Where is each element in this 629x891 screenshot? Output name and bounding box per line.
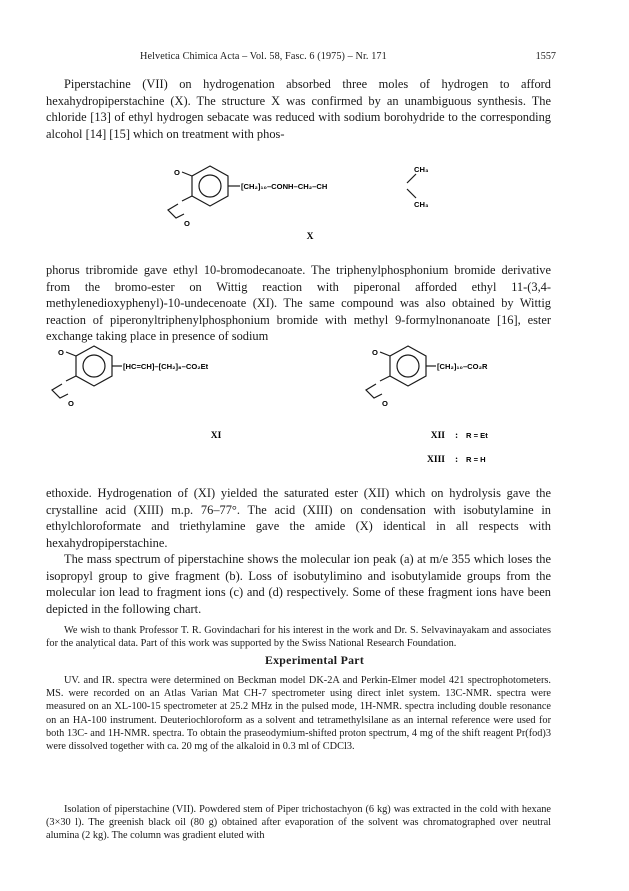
experimental-instruments: UV. and IR. spectra were determined on Beckman model DK-2A and Perkin-Elmer model 421 spectrophotometers. MS. were recorded on an Atlas Varian Mat CH-7 spectrometer using direct inlet system. 13C-NMR. spectra were measured on an XL-100-15 spectrometer at 25.2 MHz in the pulsed mode, 1H-NMR. spectra including double resonance on an HA-100 instrument. Deuteriochloroform as a solvent and tetramethylsilane as an internal reference were used for both 13C- and 1H-NMR. spectra. To obtain the praseodymium-shifted proton spectrum, 4 mg of the shift reagent Pr(fod)3 were dissolved together with ca. 20 mg of the alkaloid in 0.3 ml of CDCl3. — [46, 675, 551, 753]
paragraph-synthesis: phorus tribromide gave ethyl 10-bromodecanoate. The triphenylphosphonium bromide derivative from the bromo-ester on Wittig reaction with piperonal afforded ethyl 11-(3,4-methylenedioxyphenyl)-10-undecenoate (XI). The same compound was also obtained by Wittig reaction of piperonyltriphenylphosphonium bromide with methyl 9-formylnonanoate [16], ester exchange taking place in presence of sodium — [46, 263, 551, 344]
compound-label-xi: XI — [210, 431, 222, 441]
side-chain-formula: [CH₂]₁₀–CONH–CH₂–CH — [241, 182, 328, 191]
methyl-group-label: CH₃ — [414, 200, 429, 209]
running-title: Helvetica Chimica Acta – Vol. 58, Fasc. 6 (1975) – Nr. 171 — [140, 51, 387, 62]
substituent-r-et: R = Et — [466, 431, 488, 440]
page-header — [0, 51, 629, 65]
svg-text::: : — [455, 431, 459, 441]
side-chain-formula: [HC=CH]–[CH₂]₈–CO₂Et — [123, 362, 209, 371]
svg-text::: : — [455, 455, 459, 465]
atom-o-label: O — [184, 219, 190, 228]
paragraph-mass-spectrum: The mass spectrum of piperstachine shows the molecular ion peak (a) at m/e 355 which loses the isopropyl group to give fragment (b). Loss of isobutylimino and isobutylamide groups from the molecular ion lead to fragment ions (c) and (d) respectively. Some of these fragment ions have been depicted in the following chart. — [46, 552, 551, 616]
substituent-r-h: R = H — [466, 455, 486, 464]
experimental-isolation: Isolation of piperstachine (VII). Powdered stem of Piper trichostachyon (6 kg) was extracted in the cold with hexane (3×30 l). The greenish black oil (80 g) obtained after evaporation of the solvent was chromatographed over neutral alumina (2 kg). The column was gradient eluted with — [46, 804, 551, 842]
compound-label-x: X — [306, 232, 314, 242]
paragraph-hydrogenation: Piperstachine (VII) on hydrogenation absorbed three moles of hydrogen to afford hexahydropiperstachine (X). The structure X was confirmed by an unambiguous synthesis. The chloride [13] of ethyl hydrogen sebacate was reduced with sodium borohydride to the corresponding alcohol [14] [15] which on treatment with phos- — [46, 77, 551, 141]
atom-o-label: O — [174, 168, 180, 177]
side-chain-formula: [CH₂]₁₀–CO₂R — [437, 362, 488, 371]
section-heading: Experimental Part — [264, 653, 365, 667]
compound-label-xii: XII — [430, 431, 445, 441]
atom-o-label: O — [372, 348, 378, 357]
atom-o-label: O — [382, 399, 388, 408]
structure-x — [0, 152, 629, 248]
atom-o-label: O — [68, 399, 74, 408]
compound-label-xiii: XIII — [427, 455, 445, 465]
page-number: 1557 — [535, 51, 556, 62]
methyl-group-label: CH₃ — [414, 165, 429, 174]
structures-xi-xii-xiii — [0, 336, 629, 476]
paragraph-hydrogenation-xi: ethoxide. Hydrogenation of (XI) yielded the saturated ester (XII) which on hydrolysis gave the crystalline acid (XIII) m.p. 76–77°. The acid (XIII) on condensation with isobutylamine in ethylchloroformate and triethylamine gave the amide (X) identical in all respects with hexahydropiperstachine. — [46, 486, 551, 550]
acknowledgement: We wish to thank Professor T. R. Govindachari for his interest in the work and Dr. S. Selvavinayakam and associates for the analytical data. Part of this work was supported by the Swiss National Research Foundation. — [46, 625, 551, 650]
atom-o-label: O — [58, 348, 64, 357]
